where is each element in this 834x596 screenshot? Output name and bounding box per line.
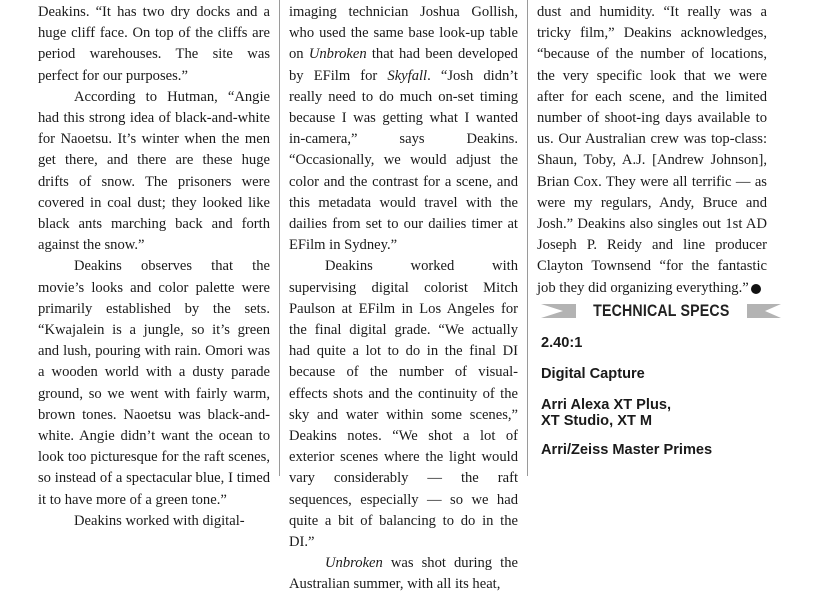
film-title: Skyfall (387, 67, 428, 84)
specs-title: TECHNICAL SPECS (593, 301, 730, 320)
paragraph (537, 2, 767, 299)
paragraph: According to Hutman, “Angie had this strong idea of black-and-white for Naoetsu. It’s winter when the men get there, and there are these huge drifts of snow. The prisoners were covered in coal dust; they looked like black ants marching back and forth against the snow.” (38, 88, 270, 254)
article-column-2 (289, 2, 518, 596)
film-title: Unbroken (325, 555, 383, 572)
technical-specs-box (541, 300, 781, 458)
paragraph: Unbroken was shot during the Australian summer, with all its heat, (289, 555, 518, 593)
specs-header (541, 300, 781, 322)
spec-capture-format: Digital Capture (541, 366, 645, 382)
paragraph: Deakins observes that the movie’s looks and color palette were primarily established by the sets. “Kwajalein is a jungle, so it’s green and lush, pouring with rain. Omori was a wooden world with a dusty parade ground, so we went with fairly warm, brown tones. Naoetsu was black-and-white. Angie didn’t want the ocean to look too picturesque for the raft scenes, so instead of a spectacular blue, I timed it to have more of a green tone.” (38, 258, 270, 508)
end-of-story-bullet-icon (751, 284, 761, 294)
column-rule (527, 0, 528, 476)
header-bar-right-icon (747, 304, 781, 318)
column-rule (279, 0, 280, 476)
spec-cameras: Arri Alexa XT Plus, XT Studio, XT M (541, 397, 672, 429)
film-title: Unbroken (308, 46, 367, 63)
article-column-3 (537, 2, 767, 299)
header-bar-left-icon (541, 304, 576, 318)
paragraph-text: dust and humidity. “It really was a tricky film,” Deakins acknowledges, “because of the number of locations, the very specific look that we were after for each scene, and the limited number of shoot-ing days available to us. Our Australian crew was top-class: Shaun, Toby, A.J. [Andrew Johnson], Brian Cox. They were all terrific — as were my regulars, Andy, Bruce and Josh.” Deakins also singles out 1st AD Joseph P. Reidy and line producer Clayton Townsend “for the fantastic job they did organizing everything.” (537, 4, 767, 296)
spec-lenses: Arri/Zeiss Master Primes (541, 442, 713, 458)
paragraph: Deakins. “It has two dry docks and a huge cliff face. On top of the cliffs are period warehouses. The site was perfect for our purposes.” (38, 4, 270, 84)
paragraph: Deakins worked with supervising digital colorist Mitch Paulson at EFilm in Los Angeles for the final digital grade. “We actually had quite a lot to do in the final DI because of the number of visual-effects shots and the continuity of the sky and water within some scenes,” Deakins notes. “We shot a lot of exterior scenes where the light would vary considerably — the raft sequences, especially — so we had quite a bit of balancing to do in the DI.” (289, 258, 518, 551)
paragraph: Deakins worked with digital- (74, 512, 245, 529)
paragraph: imaging technician Joshua Gollish, who used the same base look-up table on Unbroken that had been developed by EFilm for Skyfall. “Josh didn’t really need to do much on-set timing because I was getting what I wanted in-camera,” says Deakins. “Occasionally, we would adjust the color and the contrast for a scene, and this metadata would travel with the dailies from set to our dailies timer at EFilm in Sydney.” (289, 4, 518, 254)
article-column-1 (38, 2, 270, 532)
spec-aspect-ratio: 2.40:1 (541, 335, 583, 351)
